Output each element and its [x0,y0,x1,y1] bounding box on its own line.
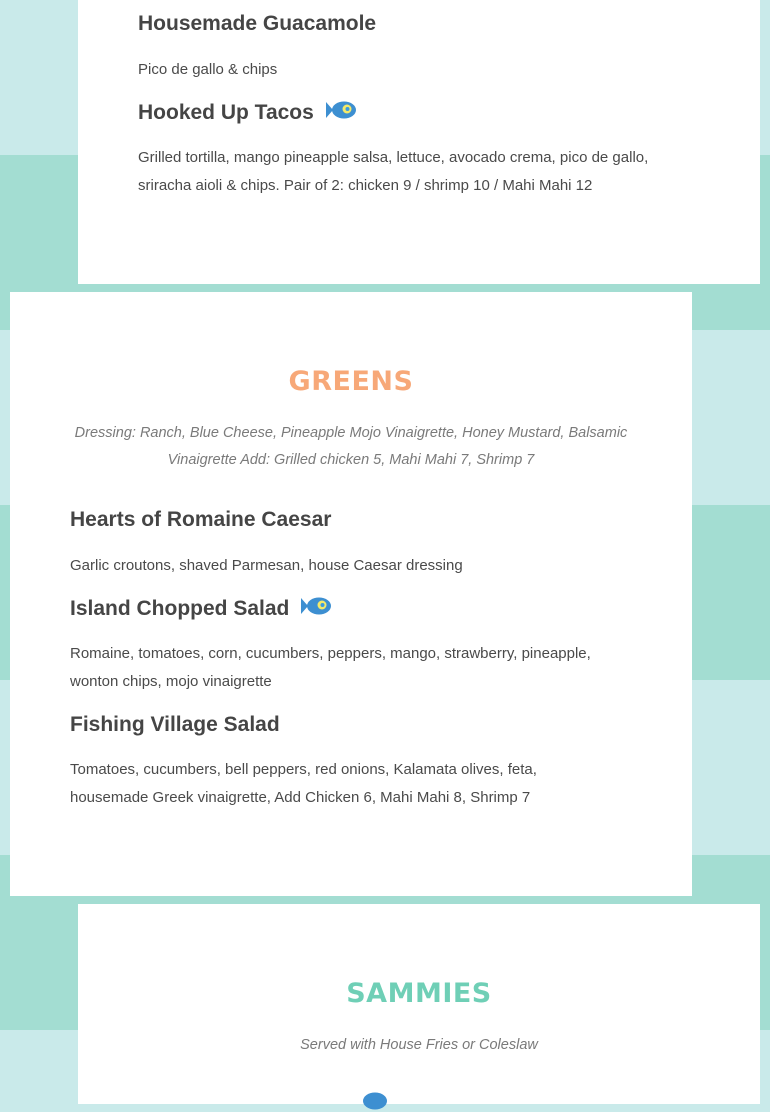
menu-item-title: Housemade Guacamole [138,12,377,35]
menu-card-starters [78,0,760,284]
section-title: GREENS [288,366,414,397]
menu-item-description: Grilled tortilla, mango pineapple salsa, lettuce, avocado crema, pico de gallo, sriracha aioli & chips. Pair of 2: chicken 9 / shrimp 10 / Mahi Mahi 12 [138,149,649,194]
fish-icon [323,99,357,121]
menu-item-title: Hooked Up Tacos [138,101,357,125]
menu-item-description: Tomatoes, cucumbers, bell peppers, red onions, Kalamata olives, feta, housemade Greek vinaigrette, Add Chicken 6, Mahi Mahi 8, Shrimp 7 [70,761,537,806]
menu-item-description: Pico de gallo & chips [138,61,278,78]
menu-item-description: Garlic croutons, shaved Parmesan, house Caesar dressing [70,557,463,574]
section-title: SAMMIES [346,978,492,1009]
fish-icon [298,595,332,617]
section-note: Served with House Fries or Coleslaw [300,1037,538,1053]
menu-card-sammies [78,904,760,1104]
menu-item-title: Hearts of Romaine Caesar [70,508,332,531]
menu-item-title: Fishing Village Salad [70,713,280,736]
menu-card-greens [10,292,692,896]
menu-item-description: Romaine, tomatoes, corn, cucumbers, peppers, mango, strawberry, pineapple, wonton chips, mojo vinaigrette [70,645,591,690]
menu-item-title: Island Chopped Salad [70,597,332,621]
fish-icon [354,1090,388,1112]
section-note: Dressing: Ranch, Blue Cheese, Pineapple Mojo Vinaigrette, Honey Mustard, Balsamic Vinaigrette Add: Grilled chicken 5, Mahi Mahi 7, Shrimp 7 [74,425,628,468]
